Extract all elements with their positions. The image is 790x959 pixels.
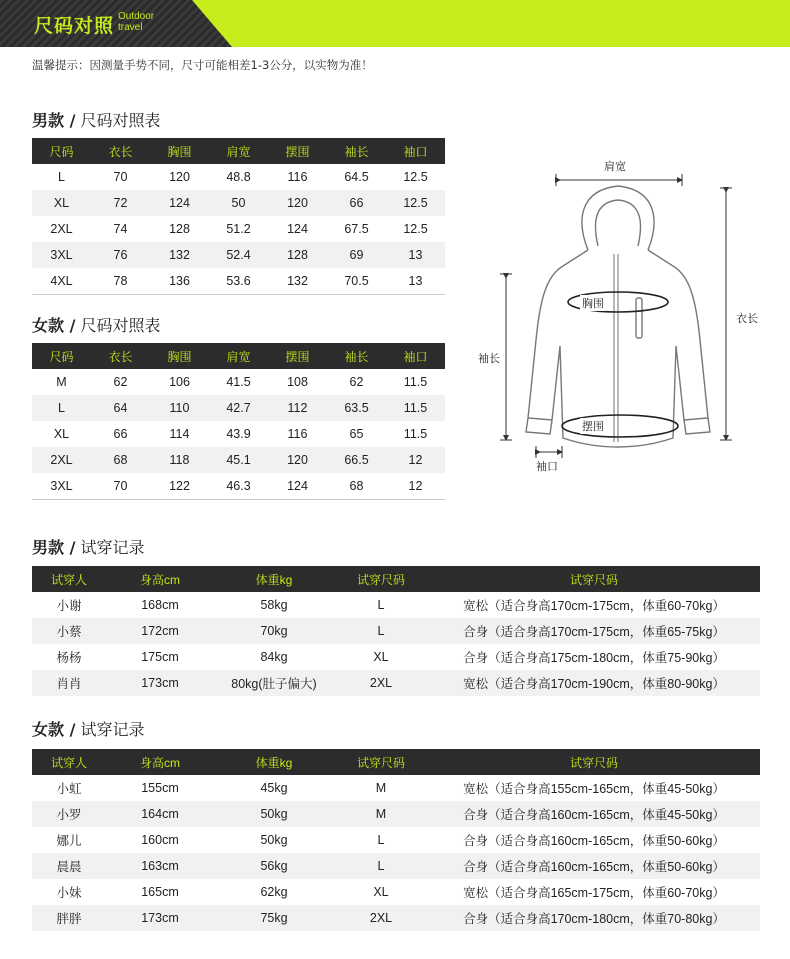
table-cell: 晨晨: [32, 853, 106, 879]
table-cell: 小罗: [32, 801, 106, 827]
table-cell: 12.5: [403, 222, 428, 236]
label-cuff: 袖口: [536, 460, 558, 473]
column-header: 试穿尺码: [334, 566, 428, 592]
table-cell: 45kg: [260, 781, 288, 795]
table-cell: 70.5: [327, 268, 386, 295]
table-cell: 宽松（适合身高170cm-190cm，体重80-90kg）: [428, 670, 760, 696]
table-row: [32, 242, 445, 268]
table-cell: 62: [349, 375, 364, 389]
table-cell: M: [334, 801, 428, 827]
table-cell: 41.5: [226, 375, 251, 389]
column-header: 袖口: [386, 343, 445, 369]
table-cell: 2XL: [334, 905, 428, 931]
column-header: 试穿尺码: [334, 749, 428, 775]
table-cell: 12.5: [403, 170, 428, 184]
table-cell: 宽松（适合身高155cm-165cm，体重45-50kg）: [463, 782, 725, 796]
table-cell: 50: [209, 190, 268, 216]
table-cell: 11.5: [403, 375, 428, 389]
table-cell: 64: [91, 395, 150, 421]
table-cell: 116: [287, 427, 308, 441]
table-header-row: [32, 138, 445, 164]
column-header: 衣长: [91, 138, 150, 164]
table-cell: 76: [91, 242, 150, 268]
notice-text: 温馨提示：因测量手势不同，尺寸可能相差1-3公分，以实物为准！: [32, 58, 373, 72]
column-header: 摆围: [268, 343, 327, 369]
table-cell: L: [334, 853, 428, 879]
table-cell: 116: [287, 170, 308, 184]
table-cell: 小妹: [56, 886, 82, 900]
table-cell: 13: [386, 242, 445, 268]
table-cell: 68: [327, 473, 386, 500]
column-header: 肩宽: [209, 138, 268, 164]
table-cell: 12: [386, 447, 445, 473]
men-trial-heading: [32, 535, 145, 558]
table-row: [32, 905, 760, 931]
table-cell: L: [58, 170, 65, 184]
table-cell: 118: [150, 447, 209, 473]
label-sleeve: 袖长: [478, 352, 500, 365]
jacket-outline: [468, 150, 768, 480]
table-cell: 69: [327, 242, 386, 268]
table-cell: 164cm: [106, 801, 214, 827]
table-cell: 120: [169, 170, 190, 184]
table-cell: 74: [113, 222, 128, 236]
table-cell: 58kg: [260, 598, 288, 612]
women-trial-table: [32, 749, 760, 931]
header-banner: [0, 0, 790, 47]
table-cell: 肖肖: [32, 670, 106, 696]
table-cell: 合身（适合身高170cm-180cm，体重70-80kg）: [428, 905, 760, 931]
table-cell: 4XL: [32, 268, 91, 295]
table-cell: 67.5: [344, 222, 369, 236]
table-cell: 163cm: [106, 853, 214, 879]
table-cell: 136: [150, 268, 209, 295]
table-cell: 小虹: [56, 782, 82, 796]
column-header: 袖口: [386, 138, 445, 164]
men-size-heading-text: 尺码对照表: [75, 111, 161, 130]
table-cell: 合身（适合身高160cm-165cm，体重50-60kg）: [463, 834, 725, 848]
table-cell: 108: [287, 375, 308, 389]
table-cell: 小谢: [56, 599, 82, 613]
table-row: [32, 395, 445, 421]
table-cell: 70kg: [214, 618, 334, 644]
table-row: [32, 644, 760, 670]
banner-subtitle-line1: Outdoor: [118, 11, 155, 22]
table-cell: 小蔡: [32, 618, 106, 644]
table-row: [32, 369, 445, 395]
table-cell: 78: [91, 268, 150, 295]
jacket-diagram: [468, 150, 768, 480]
table-cell: 50kg: [214, 801, 334, 827]
table-cell: 106: [169, 375, 190, 389]
table-cell: 56kg: [214, 853, 334, 879]
column-header: 身高cm: [106, 749, 214, 775]
table-cell: 84kg: [260, 650, 288, 664]
banner-subtitle-line2: travel: [118, 22, 143, 33]
table-cell: 2XL: [32, 447, 91, 473]
table-cell: L: [32, 395, 91, 421]
table-cell: 70: [91, 473, 150, 500]
table-cell: 72: [91, 190, 150, 216]
column-header: 摆围: [268, 138, 327, 164]
table-cell: 2XL: [50, 222, 73, 236]
table-header-row: [32, 566, 760, 592]
table-cell: 3XL: [32, 473, 91, 500]
women-size-heading-text: 尺码对照表: [75, 316, 161, 335]
women-size-heading: [32, 313, 161, 336]
table-cell: 45.1: [209, 447, 268, 473]
column-header: 身高cm: [106, 566, 214, 592]
table-cell: 155cm: [141, 781, 179, 795]
table-cell: 62: [113, 375, 128, 389]
table-cell: 50kg: [260, 833, 288, 847]
table-cell: 宽松（适合身高170cm-175cm，体重60-70kg）: [463, 599, 725, 613]
label-hem: 摆围: [582, 420, 604, 433]
table-cell: 娜儿: [56, 834, 82, 848]
table-cell: 132: [150, 242, 209, 268]
table-row: [32, 879, 760, 905]
table-cell: 胖胖: [32, 905, 106, 931]
label-chest: 胸围: [582, 297, 604, 310]
table-row: [32, 190, 445, 216]
women-size-heading-bold: 女款 /: [32, 316, 76, 335]
table-cell: 62kg: [260, 885, 288, 899]
table-cell: 2XL: [334, 670, 428, 696]
table-cell: 宽松（适合身高165cm-175cm，体重60-70kg）: [463, 886, 725, 900]
table-row: [32, 473, 445, 500]
table-cell: 80kg(肚子偏大): [214, 670, 334, 696]
table-cell: 12.5: [386, 190, 445, 216]
column-header: 试穿人: [32, 566, 106, 592]
table-row: [32, 164, 445, 190]
column-header: 试穿尺码: [428, 749, 760, 775]
table-cell: 43.9: [226, 427, 251, 441]
table-cell: 48.8: [226, 170, 251, 184]
table-cell: 66: [113, 427, 128, 441]
table-row: [32, 592, 760, 618]
column-header: 尺码: [32, 343, 91, 369]
table-cell: 64.5: [344, 170, 369, 184]
column-header: 胸围: [150, 138, 209, 164]
table-row: [32, 853, 760, 879]
table-cell: 53.6: [209, 268, 268, 295]
table-cell: 合身（适合身高160cm-165cm，体重50-60kg）: [428, 853, 760, 879]
men-size-heading-bold: 男款 /: [32, 111, 76, 130]
table-cell: 114: [169, 427, 190, 441]
table-cell: 124: [268, 473, 327, 500]
table-row: [32, 421, 445, 447]
table-cell: 128: [169, 222, 190, 236]
table-cell: 122: [150, 473, 209, 500]
table-cell: 173cm: [106, 905, 214, 931]
column-header: 试穿尺码: [428, 566, 760, 592]
table-cell: XL: [373, 650, 389, 664]
table-cell: 63.5: [327, 395, 386, 421]
banner-title: 尺码对照: [34, 15, 115, 37]
table-cell: XL: [53, 427, 70, 441]
table-cell: M: [56, 375, 67, 389]
men-trial-heading-bold: 男款 /: [32, 538, 76, 557]
column-header: 袖长: [327, 138, 386, 164]
table-row: [32, 447, 445, 473]
column-header: 胸围: [150, 343, 209, 369]
table-cell: 124: [150, 190, 209, 216]
table-cell: 46.3: [209, 473, 268, 500]
table-cell: 124: [287, 222, 308, 236]
table-cell: 132: [268, 268, 327, 295]
table-row: [32, 670, 760, 696]
table-cell: 68: [91, 447, 150, 473]
women-trial-heading-bold: 女款 /: [32, 720, 76, 739]
table-cell: L: [334, 618, 428, 644]
table-cell: 66.5: [327, 447, 386, 473]
table-cell: 杨杨: [56, 651, 82, 665]
women-trial-heading: [32, 717, 145, 740]
table-cell: 65: [349, 427, 364, 441]
column-header: 衣长: [91, 343, 150, 369]
table-cell: 172cm: [106, 618, 214, 644]
table-cell: 120: [268, 190, 327, 216]
men-size-heading: [32, 108, 161, 131]
table-header-row: [32, 343, 445, 369]
men-trial-table: [32, 566, 760, 696]
table-cell: 66: [327, 190, 386, 216]
table-cell: 42.7: [209, 395, 268, 421]
label-shoulder: 肩宽: [604, 160, 626, 173]
table-cell: 168cm: [141, 598, 179, 612]
column-header: 体重kg: [214, 749, 334, 775]
table-cell: XL: [373, 885, 389, 899]
table-cell: 13: [386, 268, 445, 295]
table-row: [32, 801, 760, 827]
table-cell: 175cm: [141, 650, 179, 664]
table-row: [32, 775, 760, 801]
table-cell: 110: [150, 395, 209, 421]
table-cell: M: [375, 781, 387, 795]
table-cell: 合身（适合身高160cm-165cm，体重45-50kg）: [428, 801, 760, 827]
label-length: 衣长: [736, 312, 758, 325]
table-cell: 3XL: [32, 242, 91, 268]
column-header: 体重kg: [214, 566, 334, 592]
table-cell: 11.5: [386, 395, 445, 421]
table-cell: L: [377, 598, 385, 612]
men-trial-heading-text: 试穿记录: [75, 538, 145, 557]
men-size-table: [32, 138, 445, 295]
table-cell: 160cm: [141, 833, 179, 847]
table-cell: 75kg: [214, 905, 334, 931]
table-cell: 165cm: [141, 885, 179, 899]
table-cell: XL: [32, 190, 91, 216]
table-row: [32, 216, 445, 242]
table-row: [32, 827, 760, 853]
table-cell: 11.5: [403, 427, 428, 441]
column-header: 尺码: [32, 138, 91, 164]
table-cell: 70: [113, 170, 128, 184]
table-cell: 合身（适合身高170cm-175cm，体重65-75kg）: [428, 618, 760, 644]
banner-subtitle: [118, 11, 154, 33]
table-cell: 112: [268, 395, 327, 421]
table-row: [32, 268, 445, 295]
women-size-table: [32, 343, 445, 500]
table-cell: 12: [386, 473, 445, 500]
column-header: 肩宽: [209, 343, 268, 369]
table-cell: 120: [268, 447, 327, 473]
table-cell: 52.4: [209, 242, 268, 268]
table-cell: L: [377, 833, 385, 847]
women-trial-heading-text: 试穿记录: [75, 720, 145, 739]
table-cell: 173cm: [106, 670, 214, 696]
table-cell: 128: [268, 242, 327, 268]
table-row: [32, 618, 760, 644]
table-cell: 合身（适合身高175cm-180cm，体重75-90kg）: [463, 651, 725, 665]
table-header-row: [32, 749, 760, 775]
column-header: 袖长: [327, 343, 386, 369]
table-cell: 51.2: [226, 222, 251, 236]
column-header: 试穿人: [32, 749, 106, 775]
